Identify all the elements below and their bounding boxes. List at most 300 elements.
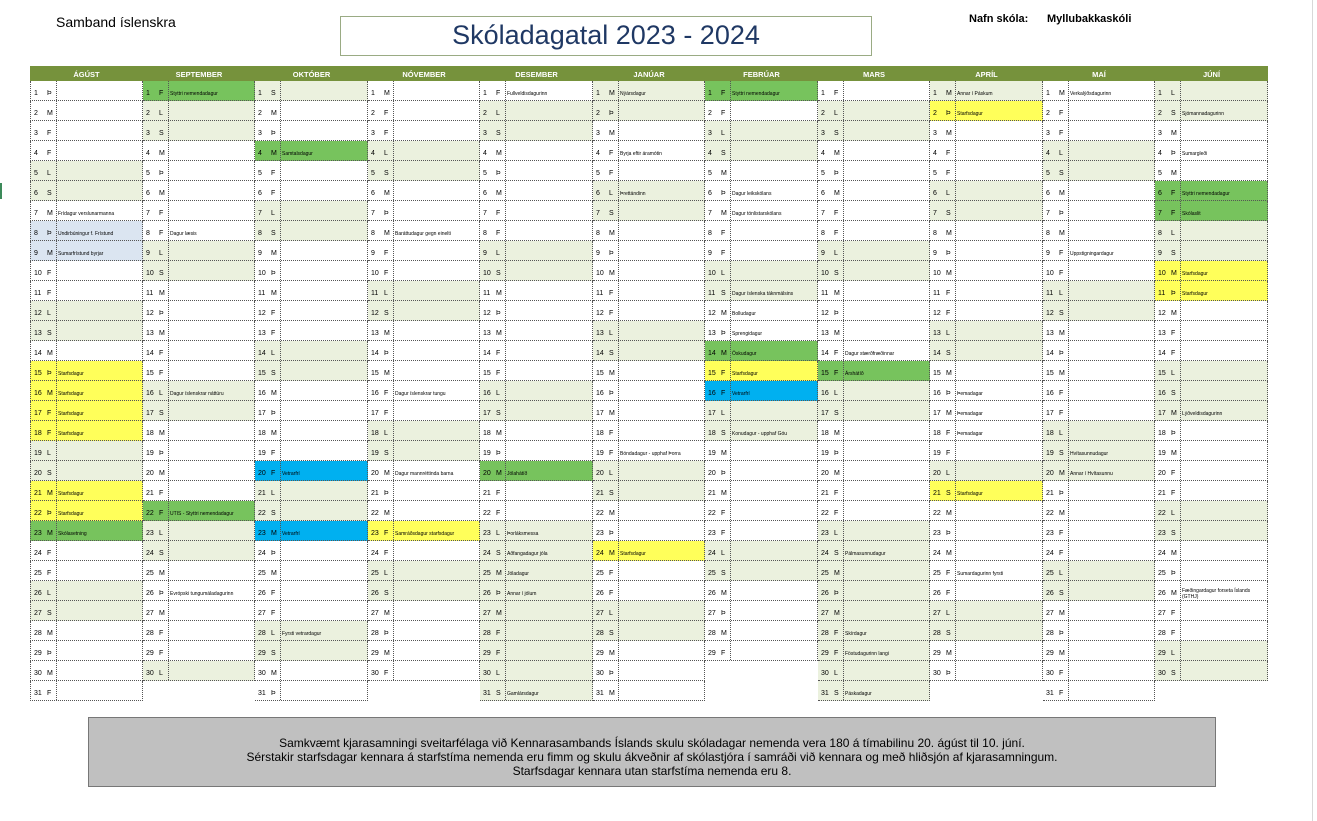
day-number: 11 xyxy=(34,290,42,297)
day-cell xyxy=(255,201,368,221)
day-note xyxy=(843,561,929,580)
weekday-letter: M xyxy=(271,670,277,677)
day-number: 7 xyxy=(146,210,150,217)
day-note xyxy=(505,241,592,260)
weekday-letter: F xyxy=(609,450,614,457)
weekday-letter: F xyxy=(1059,250,1064,257)
day-note: Starfsdagur xyxy=(730,361,817,380)
day-cell xyxy=(705,341,818,361)
day-note xyxy=(1068,501,1154,520)
day-cell xyxy=(368,561,480,581)
day-note xyxy=(730,401,817,420)
month-header: MARS xyxy=(818,66,930,81)
weekday-letter: M xyxy=(384,190,390,197)
day-note xyxy=(843,101,929,120)
day-cell xyxy=(368,641,480,661)
day-number: 6 xyxy=(483,190,487,197)
day-number: 1 xyxy=(258,90,262,97)
day-number: 5 xyxy=(34,170,38,177)
weekday-letter: L xyxy=(159,110,163,117)
day-note xyxy=(955,181,1042,200)
day-cell xyxy=(255,621,368,641)
weekday-letter: F xyxy=(496,350,501,357)
weekday-letter: Þ xyxy=(47,370,52,377)
day-number: 22 xyxy=(821,510,829,517)
day-note: Konudagur - upphaf Góu xyxy=(730,421,817,440)
day-cell xyxy=(818,541,930,561)
day-number: 28 xyxy=(1158,630,1166,637)
weekday-letter: L xyxy=(47,310,51,317)
day-number: 26 xyxy=(258,590,266,597)
day-cell xyxy=(930,241,1043,261)
day-number: 31 xyxy=(258,690,266,697)
weekday-letter: M xyxy=(496,570,502,577)
day-number: 30 xyxy=(483,670,491,677)
day-number: 5 xyxy=(1046,170,1050,177)
day-note xyxy=(280,561,367,580)
day-number: 12 xyxy=(596,310,604,317)
day-note xyxy=(955,641,1042,660)
weekday-letter: F xyxy=(721,390,726,397)
day-number: 11 xyxy=(708,290,716,297)
day-note: Starfsdagur xyxy=(56,381,142,400)
day-number: 2 xyxy=(1046,110,1050,117)
day-cell xyxy=(368,301,480,321)
weekday-letter: S xyxy=(1171,390,1176,397)
day-note: Hvítasunnudagur xyxy=(1068,441,1154,460)
day-number: 7 xyxy=(34,210,38,217)
day-number: 26 xyxy=(371,590,379,597)
day-cell xyxy=(255,141,368,161)
day-note xyxy=(393,581,479,600)
weekday-letter: Þ xyxy=(384,490,389,497)
day-number: 22 xyxy=(1046,510,1054,517)
day-cell xyxy=(368,161,480,181)
day-cell xyxy=(30,681,143,701)
day-number: 7 xyxy=(483,210,487,217)
day-number: 25 xyxy=(258,570,266,577)
day-cell xyxy=(930,321,1043,341)
weekday-letter: L xyxy=(1059,290,1063,297)
day-cell xyxy=(1043,501,1155,521)
weekday-letter: S xyxy=(47,610,52,617)
day-cell xyxy=(930,421,1043,441)
weekday-letter: S xyxy=(721,570,726,577)
weekday-letter: F xyxy=(946,450,951,457)
weekday-letter: L xyxy=(1059,430,1063,437)
day-number: 15 xyxy=(596,370,604,377)
day-cell xyxy=(1043,141,1155,161)
day-cell xyxy=(480,681,593,701)
day-note xyxy=(618,461,704,480)
day-cell xyxy=(30,581,143,601)
weekday-letter: Þ xyxy=(834,310,839,317)
day-cell xyxy=(30,441,143,461)
day-note xyxy=(1180,381,1267,400)
day-cell xyxy=(368,441,480,461)
day-number: 11 xyxy=(258,290,266,297)
day-cell xyxy=(1043,341,1155,361)
day-note xyxy=(505,361,592,380)
day-note: Dagur tónlistarskólans xyxy=(730,201,817,220)
day-note xyxy=(168,421,254,440)
day-cell xyxy=(255,321,368,341)
weekday-letter: M xyxy=(47,530,53,537)
day-note xyxy=(955,221,1042,240)
day-cell xyxy=(1155,661,1268,681)
day-note xyxy=(730,241,817,260)
day-note xyxy=(168,521,254,540)
day-note xyxy=(168,321,254,340)
weekday-letter: Þ xyxy=(47,90,52,97)
weekday-letter: F xyxy=(384,250,389,257)
day-note xyxy=(505,441,592,460)
day-note xyxy=(843,241,929,260)
day-cell xyxy=(593,421,705,441)
day-cell xyxy=(1043,681,1155,701)
weekday-letter: S xyxy=(271,230,276,237)
day-cell xyxy=(480,261,593,281)
day-note xyxy=(393,161,479,180)
day-number: 6 xyxy=(258,190,262,197)
day-number: 17 xyxy=(821,410,829,417)
weekday-letter: M xyxy=(946,370,952,377)
day-note: Verkalýðsdagurinn xyxy=(1068,81,1154,100)
day-cell xyxy=(593,121,705,141)
day-number: 22 xyxy=(258,510,266,517)
day-cell xyxy=(255,461,368,481)
weekday-letter: L xyxy=(496,530,500,537)
day-note xyxy=(56,261,142,280)
day-number: 24 xyxy=(371,550,379,557)
day-note: Þemadagar xyxy=(955,401,1042,420)
day-number: 2 xyxy=(933,110,937,117)
day-number: 22 xyxy=(596,510,604,517)
day-number: 21 xyxy=(1046,490,1054,497)
weekday-letter: S xyxy=(834,550,839,557)
day-note xyxy=(843,281,929,300)
day-number: 27 xyxy=(821,610,829,617)
weekday-letter: F xyxy=(496,490,501,497)
day-note xyxy=(955,141,1042,160)
day-note xyxy=(843,321,929,340)
day-number: 25 xyxy=(708,570,716,577)
day-note xyxy=(843,421,929,440)
weekday-letter: F xyxy=(834,90,839,97)
day-cell xyxy=(1043,241,1155,261)
weekday-letter: F xyxy=(384,390,389,397)
day-note: Árshátíð xyxy=(843,361,929,380)
day-note: Vetrarfrí xyxy=(280,521,367,540)
weekday-letter: M xyxy=(609,550,615,557)
day-number: 2 xyxy=(483,110,487,117)
day-number: 12 xyxy=(1158,310,1166,317)
day-note xyxy=(505,141,592,160)
weekday-letter: M xyxy=(721,450,727,457)
weekday-letter: Þ xyxy=(271,550,276,557)
day-cell xyxy=(1043,601,1155,621)
day-note xyxy=(168,441,254,460)
weekday-letter: F xyxy=(47,150,52,157)
weekday-letter: M xyxy=(384,650,390,657)
month-header: NÓVEMBER xyxy=(368,66,480,81)
weekday-letter: F xyxy=(1171,350,1176,357)
day-note: Starfsdagur xyxy=(56,361,142,380)
day-note: Nýársdagur xyxy=(618,81,704,100)
day-number: 23 xyxy=(708,530,716,537)
day-note xyxy=(955,201,1042,220)
day-number: 20 xyxy=(1046,470,1054,477)
day-cell xyxy=(1043,661,1155,681)
day-number: 5 xyxy=(708,170,712,177)
day-cell xyxy=(1155,361,1268,381)
day-note xyxy=(618,421,704,440)
day-note: Dagur íslenska táknmálsins xyxy=(730,281,817,300)
day-cell xyxy=(255,641,368,661)
day-note xyxy=(955,621,1042,640)
weekday-letter: F xyxy=(609,430,614,437)
weekday-letter: F xyxy=(1059,410,1064,417)
weekday-letter: S xyxy=(47,470,52,477)
day-cell xyxy=(1043,521,1155,541)
day-number: 6 xyxy=(596,190,600,197)
weekday-letter: S xyxy=(609,630,614,637)
day-note xyxy=(280,121,367,140)
day-number: 5 xyxy=(933,170,937,177)
day-cell xyxy=(930,101,1043,121)
weekday-letter: M xyxy=(384,90,390,97)
day-cell xyxy=(480,521,593,541)
day-note xyxy=(505,281,592,300)
weekday-letter: F xyxy=(47,570,52,577)
day-cell xyxy=(1155,381,1268,401)
day-number: 10 xyxy=(821,270,829,277)
weekday-letter: F xyxy=(946,170,951,177)
day-note xyxy=(730,541,817,560)
day-note: Jóladagur xyxy=(505,561,592,580)
day-note xyxy=(730,561,817,580)
day-cell xyxy=(1043,381,1155,401)
day-note xyxy=(393,421,479,440)
day-number: 14 xyxy=(1158,350,1166,357)
day-number: 18 xyxy=(146,430,154,437)
day-cell xyxy=(818,501,930,521)
day-number: 28 xyxy=(708,630,716,637)
day-cell xyxy=(368,621,480,641)
day-cell xyxy=(1155,621,1268,641)
day-number: 22 xyxy=(146,510,154,517)
day-note xyxy=(56,121,142,140)
weekday-letter: M xyxy=(271,390,277,397)
day-cell xyxy=(705,241,818,261)
day-cell xyxy=(30,381,143,401)
weekday-letter: M xyxy=(1059,90,1065,97)
day-cell xyxy=(480,361,593,381)
day-number: 25 xyxy=(1046,570,1054,577)
day-note xyxy=(280,441,367,460)
day-cell xyxy=(1043,101,1155,121)
day-cell xyxy=(818,341,930,361)
day-cell xyxy=(705,421,818,441)
day-note xyxy=(280,301,367,320)
weekday-letter: Þ xyxy=(159,170,164,177)
day-number: 8 xyxy=(34,230,38,237)
weekday-letter: L xyxy=(47,170,51,177)
day-number: 6 xyxy=(34,190,38,197)
weekday-letter: F xyxy=(384,530,389,537)
day-cell xyxy=(705,561,818,581)
day-note xyxy=(618,241,704,260)
weekday-letter: M xyxy=(271,530,277,537)
day-note xyxy=(618,341,704,360)
month-header: JÚNÍ xyxy=(1155,66,1268,81)
day-note xyxy=(1180,421,1267,440)
day-cell xyxy=(593,261,705,281)
day-note xyxy=(955,361,1042,380)
weekday-letter: Þ xyxy=(1171,150,1176,157)
day-cell xyxy=(255,561,368,581)
day-number: 28 xyxy=(483,630,491,637)
day-cell xyxy=(143,201,255,221)
weekday-letter: M xyxy=(159,330,165,337)
weekday-letter: M xyxy=(721,490,727,497)
day-cell xyxy=(818,181,930,201)
day-number: 13 xyxy=(34,330,42,337)
day-number: 18 xyxy=(34,430,42,437)
weekday-letter: L xyxy=(159,670,163,677)
weekday-letter: L xyxy=(946,330,950,337)
weekday-letter: Þ xyxy=(834,170,839,177)
day-note: Þemadagar xyxy=(955,421,1042,440)
day-number: 23 xyxy=(821,530,829,537)
weekday-letter: M xyxy=(721,310,727,317)
weekday-letter: M xyxy=(1171,410,1177,417)
day-number: 3 xyxy=(483,130,487,137)
day-note xyxy=(505,261,592,280)
day-note xyxy=(56,461,142,480)
day-number: 3 xyxy=(1046,130,1050,137)
day-note xyxy=(955,341,1042,360)
day-number: 12 xyxy=(146,310,154,317)
day-note xyxy=(393,101,479,120)
day-note xyxy=(393,241,479,260)
weekday-letter: M xyxy=(271,570,277,577)
day-cell xyxy=(1043,321,1155,341)
day-number: 6 xyxy=(1158,190,1162,197)
day-cell xyxy=(480,141,593,161)
day-number: 20 xyxy=(371,470,379,477)
day-number: 31 xyxy=(483,690,491,697)
day-number: 14 xyxy=(708,350,716,357)
day-note xyxy=(1068,281,1154,300)
day-number: 23 xyxy=(933,530,941,537)
day-number: 7 xyxy=(821,210,825,217)
day-note xyxy=(168,341,254,360)
weekday-letter: S xyxy=(834,410,839,417)
day-note: Þorláksmessa xyxy=(505,521,592,540)
day-cell xyxy=(30,481,143,501)
day-note xyxy=(393,261,479,280)
day-cell xyxy=(818,301,930,321)
day-number: 7 xyxy=(596,210,600,217)
day-note xyxy=(168,641,254,660)
day-cell xyxy=(705,181,818,201)
day-note xyxy=(393,621,479,640)
day-note xyxy=(955,521,1042,540)
day-number: 27 xyxy=(34,610,42,617)
day-cell xyxy=(1043,301,1155,321)
weekday-letter: F xyxy=(159,350,164,357)
weekday-letter: Þ xyxy=(384,630,389,637)
day-number: 29 xyxy=(933,650,941,657)
weekday-letter: L xyxy=(159,390,163,397)
weekday-letter: L xyxy=(384,150,388,157)
day-note xyxy=(1180,501,1267,520)
day-note: Starfsdagur xyxy=(618,541,704,560)
day-note xyxy=(955,121,1042,140)
day-number: 11 xyxy=(821,290,829,297)
day-note: Skólasetning xyxy=(56,521,142,540)
weekday-letter: L xyxy=(1059,570,1063,577)
weekday-letter: F xyxy=(721,530,726,537)
day-number: 18 xyxy=(708,430,716,437)
day-note xyxy=(1068,421,1154,440)
day-number: 17 xyxy=(708,410,716,417)
day-note xyxy=(730,221,817,240)
weekday-letter: M xyxy=(384,610,390,617)
day-cell xyxy=(30,641,143,661)
weekday-letter: L xyxy=(946,610,950,617)
weekday-letter: F xyxy=(47,410,52,417)
day-note xyxy=(168,301,254,320)
weekday-letter: L xyxy=(609,190,613,197)
day-number: 14 xyxy=(596,350,604,357)
weekday-letter: L xyxy=(1171,650,1175,657)
day-cell xyxy=(818,361,930,381)
day-number: 10 xyxy=(708,270,716,277)
day-number: 15 xyxy=(483,370,491,377)
day-number: 27 xyxy=(258,610,266,617)
day-number: 9 xyxy=(371,250,375,257)
day-number: 29 xyxy=(371,650,379,657)
weekday-letter: F xyxy=(159,490,164,497)
day-note xyxy=(1068,221,1154,240)
day-number: 6 xyxy=(371,190,375,197)
day-note: Skírdagur xyxy=(843,621,929,640)
day-cell xyxy=(255,101,368,121)
day-cell xyxy=(818,221,930,241)
day-cell xyxy=(705,361,818,381)
day-cell xyxy=(930,521,1043,541)
day-note xyxy=(955,301,1042,320)
day-note xyxy=(280,541,367,560)
day-number: 12 xyxy=(34,310,42,317)
day-cell xyxy=(30,121,143,141)
day-note: Aðfangadagur jóla xyxy=(505,541,592,560)
day-number: 15 xyxy=(933,370,941,377)
weekday-letter: F xyxy=(271,190,276,197)
weekday-letter: M xyxy=(384,230,390,237)
weekday-letter: M xyxy=(496,430,502,437)
day-cell xyxy=(818,641,930,661)
day-cell xyxy=(255,361,368,381)
day-cell xyxy=(368,601,480,621)
day-note xyxy=(393,281,479,300)
weekday-letter: L xyxy=(1171,370,1175,377)
day-cell xyxy=(818,461,930,481)
day-note xyxy=(56,321,142,340)
day-number: 29 xyxy=(1158,650,1166,657)
